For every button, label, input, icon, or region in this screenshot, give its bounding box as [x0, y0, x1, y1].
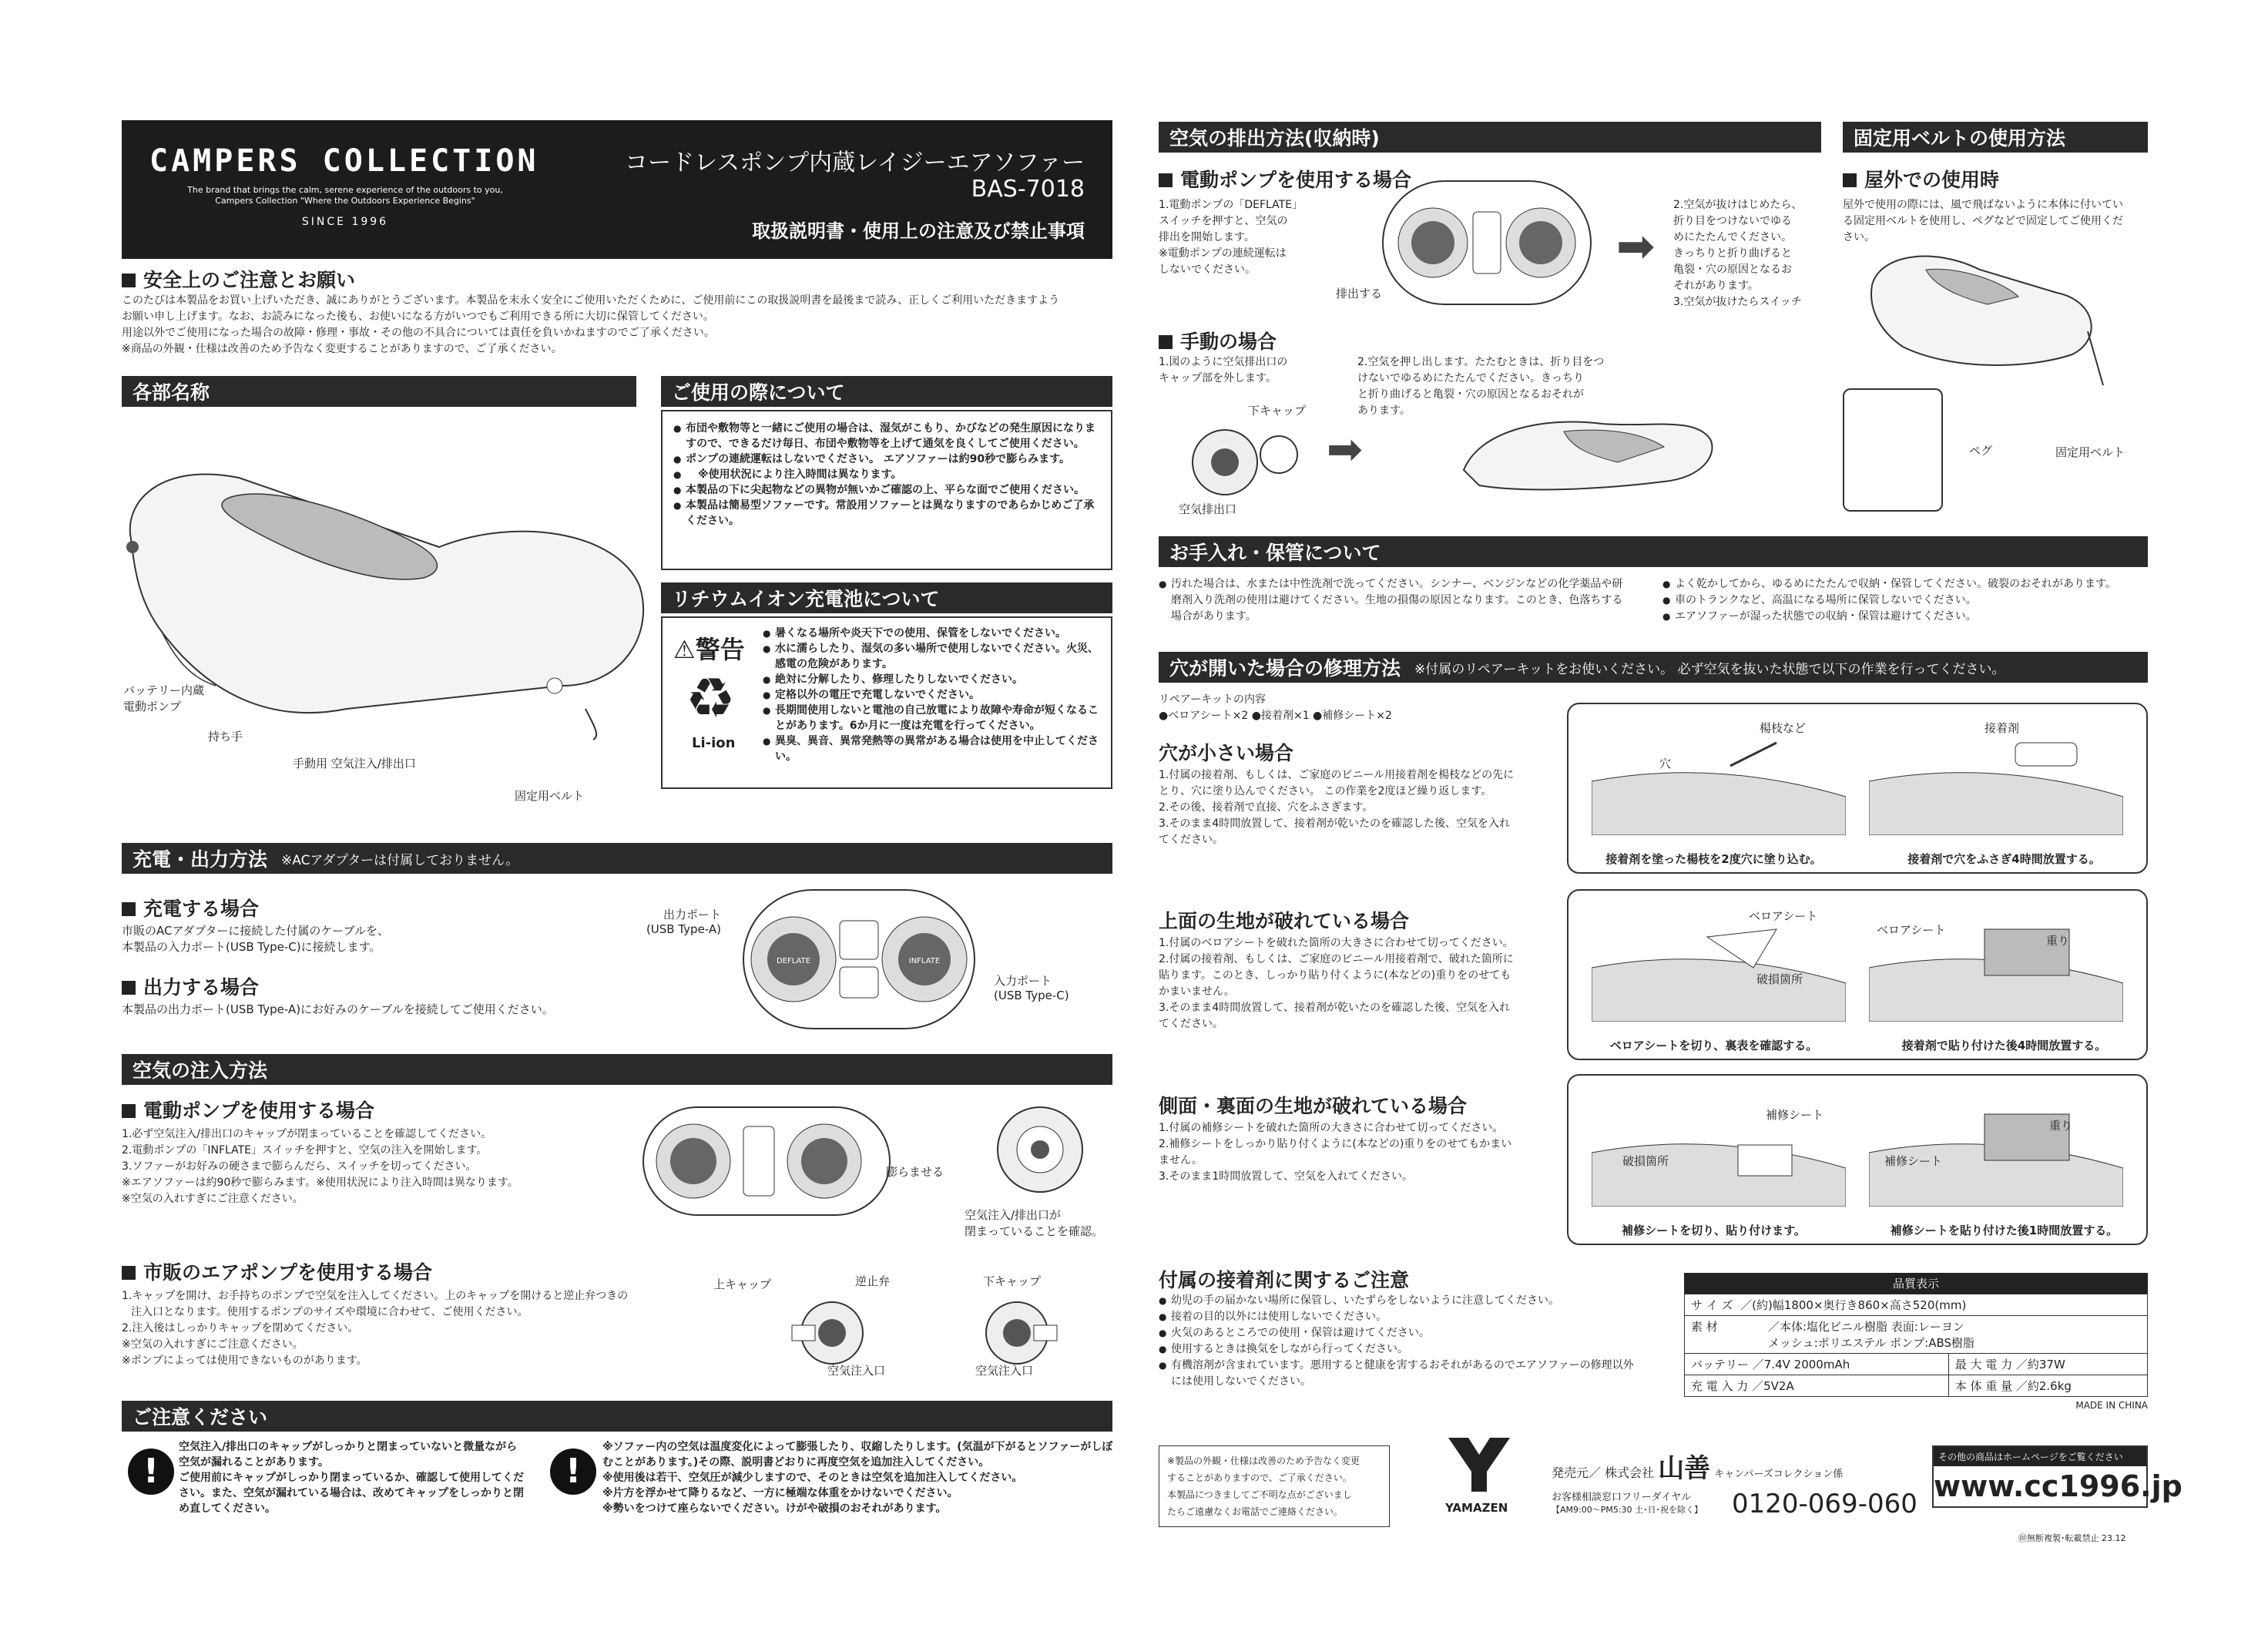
- fold-sofa-illustration: [1448, 385, 1726, 509]
- label-toothpick: 楊枝など: [1760, 721, 1807, 735]
- label-fixing-belt: 固定用ベルト: [2055, 445, 2125, 459]
- valve-open-illustration-1: [786, 1294, 878, 1371]
- care-bar: お手入れ・保管について: [1159, 536, 2148, 567]
- yamazen-wordmark: YAMAZEN: [1445, 1501, 1508, 1515]
- arrow-right-icon-2: ➡: [1327, 425, 1363, 475]
- label-damaged: 破損箇所: [1756, 972, 1803, 986]
- parts-bar: 各部名称: [122, 376, 636, 407]
- label-lower-cap-exhaust: 下キャップ: [1248, 404, 1307, 418]
- manual-valve-illustration: [1179, 416, 1317, 501]
- caution-left-text: 空気注入/排出口のキャップがしっかりと閉まっていないと微量ながら空気が漏れることがあります。 ご使用前にキャップがしっかり閉まっているか、確認して使用してください。また、空気が漏れている場合は、改めてキャップをしっかりと閉め直してください。: [179, 1441, 524, 1515]
- label-patch-2: 補修シート: [1884, 1154, 1943, 1168]
- seller: 発売元／ 株式会社 山善 キャンパーズコレクション係: [1552, 1453, 1844, 1484]
- brand-logo: CAMPERS COLLECTION: [149, 143, 539, 179]
- inject-market-text: 1.キャップを開け、お手持ちのポンプで空気を注入してください。上のキャップを開けると逆止弁つきの 注入口となります。使用するポンプのサイズや環境に合わせて、ご使用ください。 2.注入後はしっかりキャップを閉めてください。 ※空気の入れすぎにご注意ください。 ※ポンプによっては使用できないものがあります。: [122, 1290, 629, 1367]
- label-peg: ペグ: [1969, 444, 1993, 458]
- belt-bar: 固定用ベルトの使用方法: [1843, 122, 2148, 153]
- inject-market-heading: 市販のエアポンプを使用する場合: [122, 1257, 432, 1285]
- liion-label: Li-ion: [692, 735, 736, 751]
- inflate-switch-label: INFLATE: [908, 957, 941, 965]
- glue-heading: 付属の接着剤に関するご注意: [1159, 1269, 1410, 1291]
- charge-text: 市販のACアダプターに接続した付属のケーブルを、 本製品の入力ポート(USB Type-C)に接続します。: [122, 924, 390, 954]
- valve-closed-illustration: [994, 1103, 1086, 1196]
- exhaust-bar: 空気の排出方法(収納時): [1159, 122, 1821, 153]
- repair-top-box: [1567, 889, 2148, 1060]
- output-heading: 出力する場合: [122, 972, 259, 1000]
- exhaust-manual-heading: 手動の場合: [1159, 327, 1277, 354]
- label-exhaust-port: 空気排出口: [1179, 502, 1237, 516]
- label-battery: バッテリー内蔵 電動ポンプ: [123, 683, 205, 713]
- repair-top-text: 1.付属のベロアシートを破れた箇所の大きさに合わせて切ってください。 2.付属の接着剤、もしくは、ご家庭のビニール用接着剤で、破れた箇所に 貼ります。このとき、しっかり貼り付くように(本などの)重りをのせても かまいません。 3.そのまま4時間放置して、接着剤が乾いたのを確認した後、空気を入れ てください。: [1159, 937, 1514, 1030]
- copyright: ㊞無断複製･転載禁止 23.12: [2018, 1533, 2126, 1543]
- brand-since: SINCE 1996: [301, 216, 389, 228]
- label-check-valve: 逆止弁: [855, 1274, 891, 1288]
- label-lower-cap: 下キャップ: [983, 1274, 1042, 1288]
- repair-side-heading: 側面・裏面の生地が破れている場合: [1159, 1095, 1468, 1117]
- label-handle: 持ち手: [208, 730, 243, 744]
- care-right-list: ● よく乾かしてから、ゆるめにたたんで収納・保管してください。破裂のおそれがあります。 ● 車のトランクなど、高温になる場所に保管しないでください。 ● エアソファーが湿った状態での収納・保管は避けてください。: [1662, 576, 2148, 625]
- port-panel-illustration: [740, 886, 986, 1040]
- label-input-port: 入力ポート (USB Type-C): [994, 974, 1069, 1002]
- exhaust-manual-step1: 1.図のように空気排出口の キャップ部を外します。: [1159, 356, 1288, 384]
- repair-top-heading: 上面の生地が破れている場合: [1159, 910, 1410, 932]
- caution-right-text: ※ソファー内の空気は温度変化によって膨張したり、収縮したりします。(気温が下がるとソファーがしぼむことがあります。)その際、説明書どおりに再度空気を追加注入してください。 ※使用後は若干、空気圧が減少しますので、そのときは空気を追加注入してください。 ※片方を浮かせて降りるなど、一方に極端な体重をかけないでください。 ※勢いをつけて座らないでください。けがや破損のおそれがあります。: [602, 1441, 1113, 1515]
- caption-side-1: 補修シートを切り、貼り付けます。: [1622, 1224, 1806, 1237]
- website-url[interactable]: www.cc1996.jp: [1934, 1469, 2182, 1503]
- label-patch: 補修シート: [1766, 1108, 1824, 1122]
- label-weight: 重り: [2046, 934, 2070, 948]
- exhaust-pump-step2: 2.空気が抜けはじめたら、 折り目をつけないでゆる めにたたんでください。 きっちりと折り曲げると 亀裂・穴の原因となるお それがあります。 3.空気が抜けたらスイッチ: [1673, 199, 1803, 308]
- repair-bar: 穴が開いた場合の修理方法 ※付属のリペアーキットをお使いください。 必ず空気を抜いた状態で以下の作業を行ってください。: [1159, 652, 2148, 683]
- label-valve-closed: 空気注入/排出口が 閉まっていることを確認。: [965, 1208, 1104, 1238]
- inject-bar: 空気の注入方法: [122, 1054, 1112, 1085]
- repair-kit: リペアーキットの内容 ●ベロアシート×2 ●接着剤×1 ●補修シート×2: [1159, 693, 1392, 722]
- care-left-list: ● 汚れた場合は、水または中性洗剤で洗ってください。シンナー、ベンジンなどの化学薬品や研磨剤入り洗剤の使用は避けてください。生地の損傷の原因となります。このとき、色落ちする場合があります。: [1159, 576, 1629, 625]
- safety-text: このたびは本製品をお買い上げいただき、誠にありがとうございます。本製品を末永く安全にご使用いただくために、ご使用前にこの取扱説明書を最後まで読み、正しくご利用いただきますよう お願い申し上げます。なお、お読みになった後も、お使いになる方がいつでもご利用できる所に大切に保管してください。 用途以外でご使用になった場合の故障・修理・事故・その他の不具合については責任を負いかねますのでご了承ください。 ※商品の外観・仕様は改善のため予告なく変更することがありますので、ご了承ください。: [122, 294, 1060, 355]
- label-weight-2: 重り: [2049, 1119, 2073, 1133]
- label-velour: ベロアシート: [1749, 909, 1818, 923]
- spec-table-wrap: 品質表示 サ イ ズ ／(約)幅1800×奥行き860×高さ520(mm) 素 材 ／本体:塩化ビニル樹脂 表面:レーヨン メッシュ:ポリエステル ポンプ:ABS樹脂 バッテリー ／7.4V 2000mAh 最 大 電 力 ／約37W 充 電 入 力 ／5V2A 本 体 重 量 ／約2.6kg MADE IN CHINA: [1684, 1273, 2148, 1411]
- phone-number: 0120-069-060: [1732, 1489, 1917, 1519]
- spec-title: 品質表示: [1684, 1273, 2148, 1294]
- belt-sofa-illustration: [1857, 239, 2111, 393]
- arrow-right-icon: ➡: [1616, 220, 1656, 274]
- call-label: お客様相談窓口フリーダイヤル 【AM9:00〜PM5:30 土･日･祝を除く】: [1552, 1492, 1703, 1515]
- charge-bar: 充電・出力方法 ※ACアダプターは付属しておりません。: [122, 843, 1112, 874]
- label-manual-valve: 手動用 空気注入/排出口: [293, 757, 416, 770]
- label-hole: 穴: [1659, 757, 1672, 770]
- label-inlet-2: 空気注入口: [975, 1364, 1034, 1378]
- repair-small-box: [1567, 703, 2148, 874]
- website-box: その他の商品はホームページをご覧ください www.cc1996.jp: [1932, 1445, 2148, 1508]
- model-number: BAS-7018: [971, 176, 1085, 203]
- label-belt: 固定用ベルト: [515, 789, 585, 803]
- caution-icon-left: !: [128, 1449, 174, 1495]
- belt-outdoor-heading: 屋外での使用時: [1843, 165, 1999, 193]
- usage-bar: ご使用の際について: [661, 376, 1112, 407]
- belt-text: 屋外で使用の際には、風で飛ばないように本体に付いてい る固定用ベルトを使用し、ペグなどで固定してご使用くだ さい。: [1843, 199, 2123, 243]
- footer-notice: ※製品の外観・仕様は改善のため予告なく変更 することがありますので、ご了承ください。 本製品につきましてご不明な点がございまし たらご遠慮なくお電話でご連絡ください。: [1159, 1445, 1390, 1527]
- made-in: MADE IN CHINA: [2075, 1400, 2148, 1411]
- yamazen-logo: [1448, 1438, 1510, 1492]
- caption-top-1: ベロアシートを切り、裏表を確認する。: [1609, 1039, 1818, 1052]
- charge-heading: 充電する場合: [122, 894, 259, 922]
- caption-top-2: 接着剤で貼り付けた後4時間放置する。: [1901, 1039, 2107, 1052]
- inject-pump-text: 1.必ず空気注入/排出口のキャップが閉まっていることを確認してください。 2.電動ポンプの「INFLATE」スイッチを押すと、空気の注入を開始します。 3.ソファーがお好みの硬さまで膨らんだら、スイッチを切ってください。 ※エアソファーは約90秒で膨らみます。※使用状況により注入時間は異なります。 ※空気の入れすぎにご注意ください。: [122, 1128, 518, 1205]
- repair-side-box: [1567, 1074, 2148, 1245]
- usage-box: ● 布団や敷物等と一緒にご使用の場合は、湿気がこもり、かびなどの発生原因になりますので、できるだけ毎日、布団や敷物等を上げて通気を良くしてご使用ください。 ● ポンプの連続運転はしないでください。 エアソファーは約90秒で膨らみます。 ● ※使用状況により注入時間は異なります。 ● 本製品の下に尖起物などの異物が無いかご確認の上、平らな面でご使用ください。 ● 本製品は簡易型ソファーです。常設用ソファーとは異なりますのであらかじめご了承ください。: [661, 410, 1112, 570]
- caption-small-2: 接着剤で穴をふさぎ4時間放置する。: [1907, 852, 2101, 866]
- repair-small-illustration-2: [1869, 735, 2123, 835]
- label-velour-2: ベロアシート: [1877, 923, 1946, 937]
- exhaust-pump-step1: 1.電動ポンプの「DEFLATE」 スイッチを押すと、空気の 排出を開始します。 ※電動ポンプの連続運転は しないでください。: [1159, 199, 1303, 276]
- inject-pump-heading: 電動ポンプを使用する場合: [122, 1096, 374, 1123]
- label-upper-cap: 上キャップ: [713, 1277, 772, 1291]
- repair-top-illustration-1: [1592, 914, 1846, 1022]
- brand-tagline: The brand that brings the calm, serene experience of the outdoors to you,: [187, 185, 503, 195]
- caption-side-2: 補修シートを貼り付けた後1時間放置する。: [1890, 1224, 2119, 1237]
- label-damaged-side: 破損箇所: [1622, 1154, 1669, 1168]
- battery-box: ⚠警告 ♻ Li-ion ● 暑くなる場所や炎天下での使用、保管をしないでください。 ● 水に濡らしたり、湿気の多い場所で使用しないでください。火災、感電の危険があります。 ● 絶対に分解したり、修理したりしないでください。 ● 定格以外の電圧で充電しないでください。 ● 長期間使用しないと電池の自己放電により故障や寿命が短くなることがあります。6か月に一度は充電を行ってください。 ● 異臭、異音、異常発熱等の異常がある場合は使用を中止してください。: [661, 616, 1112, 789]
- exhaust-pump-heading: 電動ポンプを使用する場合: [1159, 165, 1411, 193]
- warning-icon: ⚠警告: [673, 635, 745, 664]
- inflate-panel-illustration: [639, 1103, 894, 1219]
- caption-small-1: 接着剤を塗った楊枝を2度穴に塗り込む。: [1605, 852, 1822, 866]
- document-title: 取扱説明書・使用上の注意及び禁止事項: [752, 220, 1085, 242]
- belt-detail-box: [1843, 388, 1943, 512]
- label-exhaust: 排出する: [1336, 287, 1383, 300]
- brand-tagline-2: Campers Collection "Where the Outdoors Experience Begins": [215, 196, 475, 206]
- glue-list: ● 幼児の手の届かない場所に保管し、いたずらをしないように注意してください。 ● 接着の目的以外には使用しないでください。 ● 火気のあるところでの使用・保管は避けてください。 ● 使用するときは換気をしながら行ってください。 ● 有機溶剤が含まれています。悪用すると健康を害するおそれがあるのでエアソファーの修理以外には使用しないでください。: [1159, 1293, 1636, 1390]
- output-text: 本製品の出力ポート(USB Type-A)にお好みのケーブルを接続してご使用ください。: [122, 1002, 554, 1016]
- label-glue: 接着剤: [1984, 721, 2020, 735]
- deflate-switch-label: DEFLATE: [776, 957, 811, 965]
- repair-side-text: 1.付属の補修シートを破れた箇所の大きさに合わせて切ってください。 2.補修シートをしっかり貼り付くように(本などの)重りをのせてもかまい ません。 3.そのまま1時間放置して、空気を入れてください。: [1159, 1122, 1512, 1183]
- battery-bar: リチウムイオン充電池について: [661, 582, 1112, 613]
- valve-open-illustration-2: [971, 1294, 1063, 1371]
- brand-header: [122, 120, 1112, 259]
- caution-icon-right: !: [550, 1449, 596, 1495]
- recycle-icon: ♻: [686, 666, 736, 730]
- caution-bar: ご注意ください: [122, 1401, 1112, 1432]
- safety-title: 安全上のご注意とお願い: [122, 265, 355, 293]
- repair-small-illustration-1: [1592, 735, 1846, 835]
- label-output-port: 出力ポート (USB Type-A): [646, 908, 721, 936]
- repair-small-heading: 穴が小さい場合: [1159, 742, 1294, 764]
- label-swell: 膨らませる: [886, 1165, 944, 1179]
- repair-small-text: 1.付属の接着剤、もしくは、ご家庭のビニール用接着剤を楊枝などの先に とり、穴に塗り込んでください。 この作業を2度ほど繰り返します。 2.その後、接着剤で直接、穴をふさぎます。 3.そのまま4時間放置して、接着剤が乾いたのを確認した後、空気を入れ てください。: [1159, 769, 1515, 846]
- deflate-panel-illustration: [1379, 177, 1595, 308]
- label-inlet-1: 空気注入口: [827, 1364, 886, 1378]
- exhaust-manual-step2: 2.空気を押し出します。たたむときは、折り目をつ けないでゆるめにたたんでください。きっちり と折り曲げると亀裂・穴の原因となるおそれが あります。: [1357, 356, 1605, 417]
- product-name: コードレスポンプ内蔵レイジーエアソファー: [625, 149, 1085, 176]
